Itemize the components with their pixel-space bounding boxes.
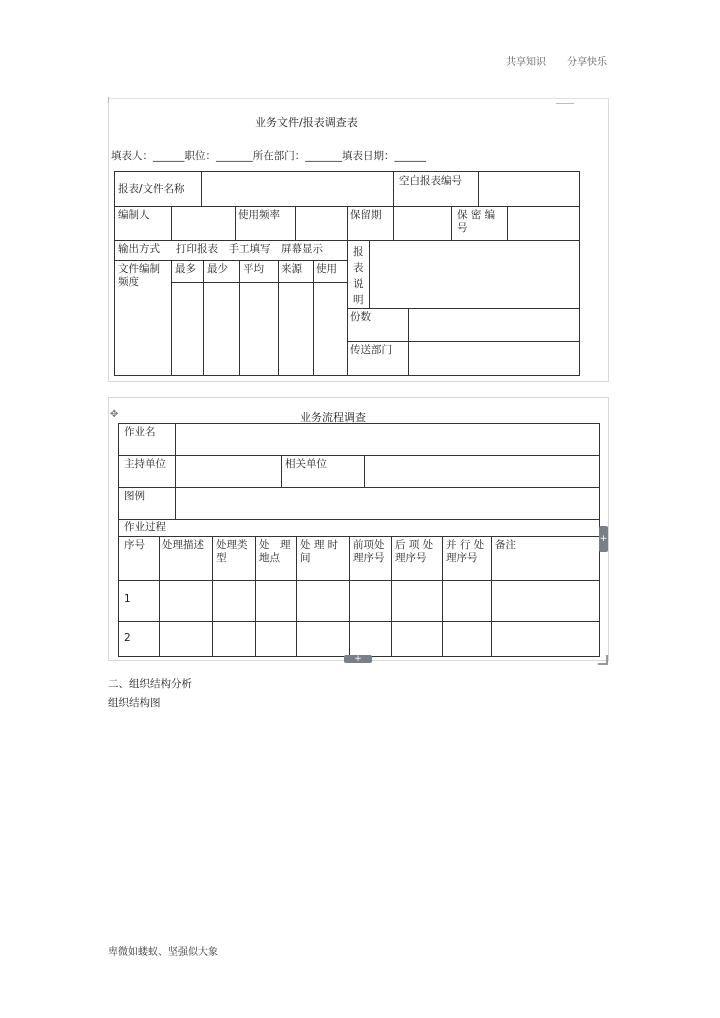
- col-time: 处 理 时 间: [300, 539, 339, 564]
- use-freq-label: 使用频率: [238, 209, 280, 221]
- host-unit-label: 主持单位: [124, 458, 166, 470]
- report-name-label: 报表/文件名称: [118, 183, 185, 195]
- freq-col-source: 来源: [281, 263, 302, 275]
- legend-label: 图例: [124, 490, 145, 502]
- form2-table: [118, 423, 600, 657]
- footer-text: 卑微如蝼蚁、坚强似大象: [108, 947, 218, 958]
- corner-mark: [556, 98, 574, 104]
- form1-table: [114, 171, 580, 376]
- freq-col-use: 使用: [316, 263, 337, 275]
- resize-handle-icon[interactable]: [598, 655, 608, 665]
- job-name-label: 作业名: [124, 426, 156, 438]
- dept-label: 传送部门: [350, 344, 392, 356]
- form1-title: 业务文件/报表调查表: [255, 116, 358, 129]
- section-subheading: 组织结构图: [108, 697, 161, 709]
- process-label: 作业过程: [124, 521, 166, 533]
- col-prev: 前项处 理序号: [353, 539, 385, 564]
- blank-no-label: 空白报表编号: [399, 175, 462, 187]
- form2-title: 业务流程调查: [300, 411, 366, 424]
- copies-label: 份数: [350, 311, 371, 323]
- add-column-button[interactable]: +: [599, 526, 608, 552]
- col-seq: 序号: [124, 539, 145, 551]
- retention-label: 保留期: [350, 209, 382, 221]
- col-place: 处 理 地点: [259, 539, 291, 564]
- freq-label: 文件编制频度: [118, 263, 160, 288]
- freq-col-least: 最少: [207, 263, 228, 275]
- table-row-number: 1: [124, 593, 131, 605]
- editor-label: 编制人: [118, 209, 150, 221]
- col-desc: 处理描述: [162, 539, 204, 551]
- col-type: 处理类 型: [216, 539, 248, 564]
- output-label: 输出方式: [118, 243, 160, 255]
- output-options: 打印报表 手工填写 屏幕显示: [176, 243, 323, 255]
- section-heading: 二、组织结构分析: [108, 678, 192, 690]
- freq-col-avg: 平均: [243, 263, 264, 275]
- header-right: 分享快乐: [567, 57, 607, 68]
- secret-no-label: 保 密 编 号: [457, 209, 496, 234]
- add-row-button[interactable]: +: [344, 655, 372, 663]
- header-left: 共享知识: [506, 57, 546, 68]
- col-next: 后 项 处 理序号: [395, 539, 434, 564]
- freq-col-most: 最多: [175, 263, 196, 275]
- form1-fill-line: 填表人：______职位：_______所在部门：_______填表日期：______: [111, 150, 426, 162]
- related-unit-label: 相关单位: [285, 458, 327, 470]
- corner-mark: [108, 97, 113, 103]
- col-parallel: 并 行 处 理序号: [446, 539, 485, 564]
- col-note: 备注: [495, 539, 516, 551]
- report-desc-label: 报 表 说 明: [353, 246, 364, 306]
- table-row-number: 2: [124, 632, 131, 644]
- move-handle-icon[interactable]: ✥: [110, 409, 119, 420]
